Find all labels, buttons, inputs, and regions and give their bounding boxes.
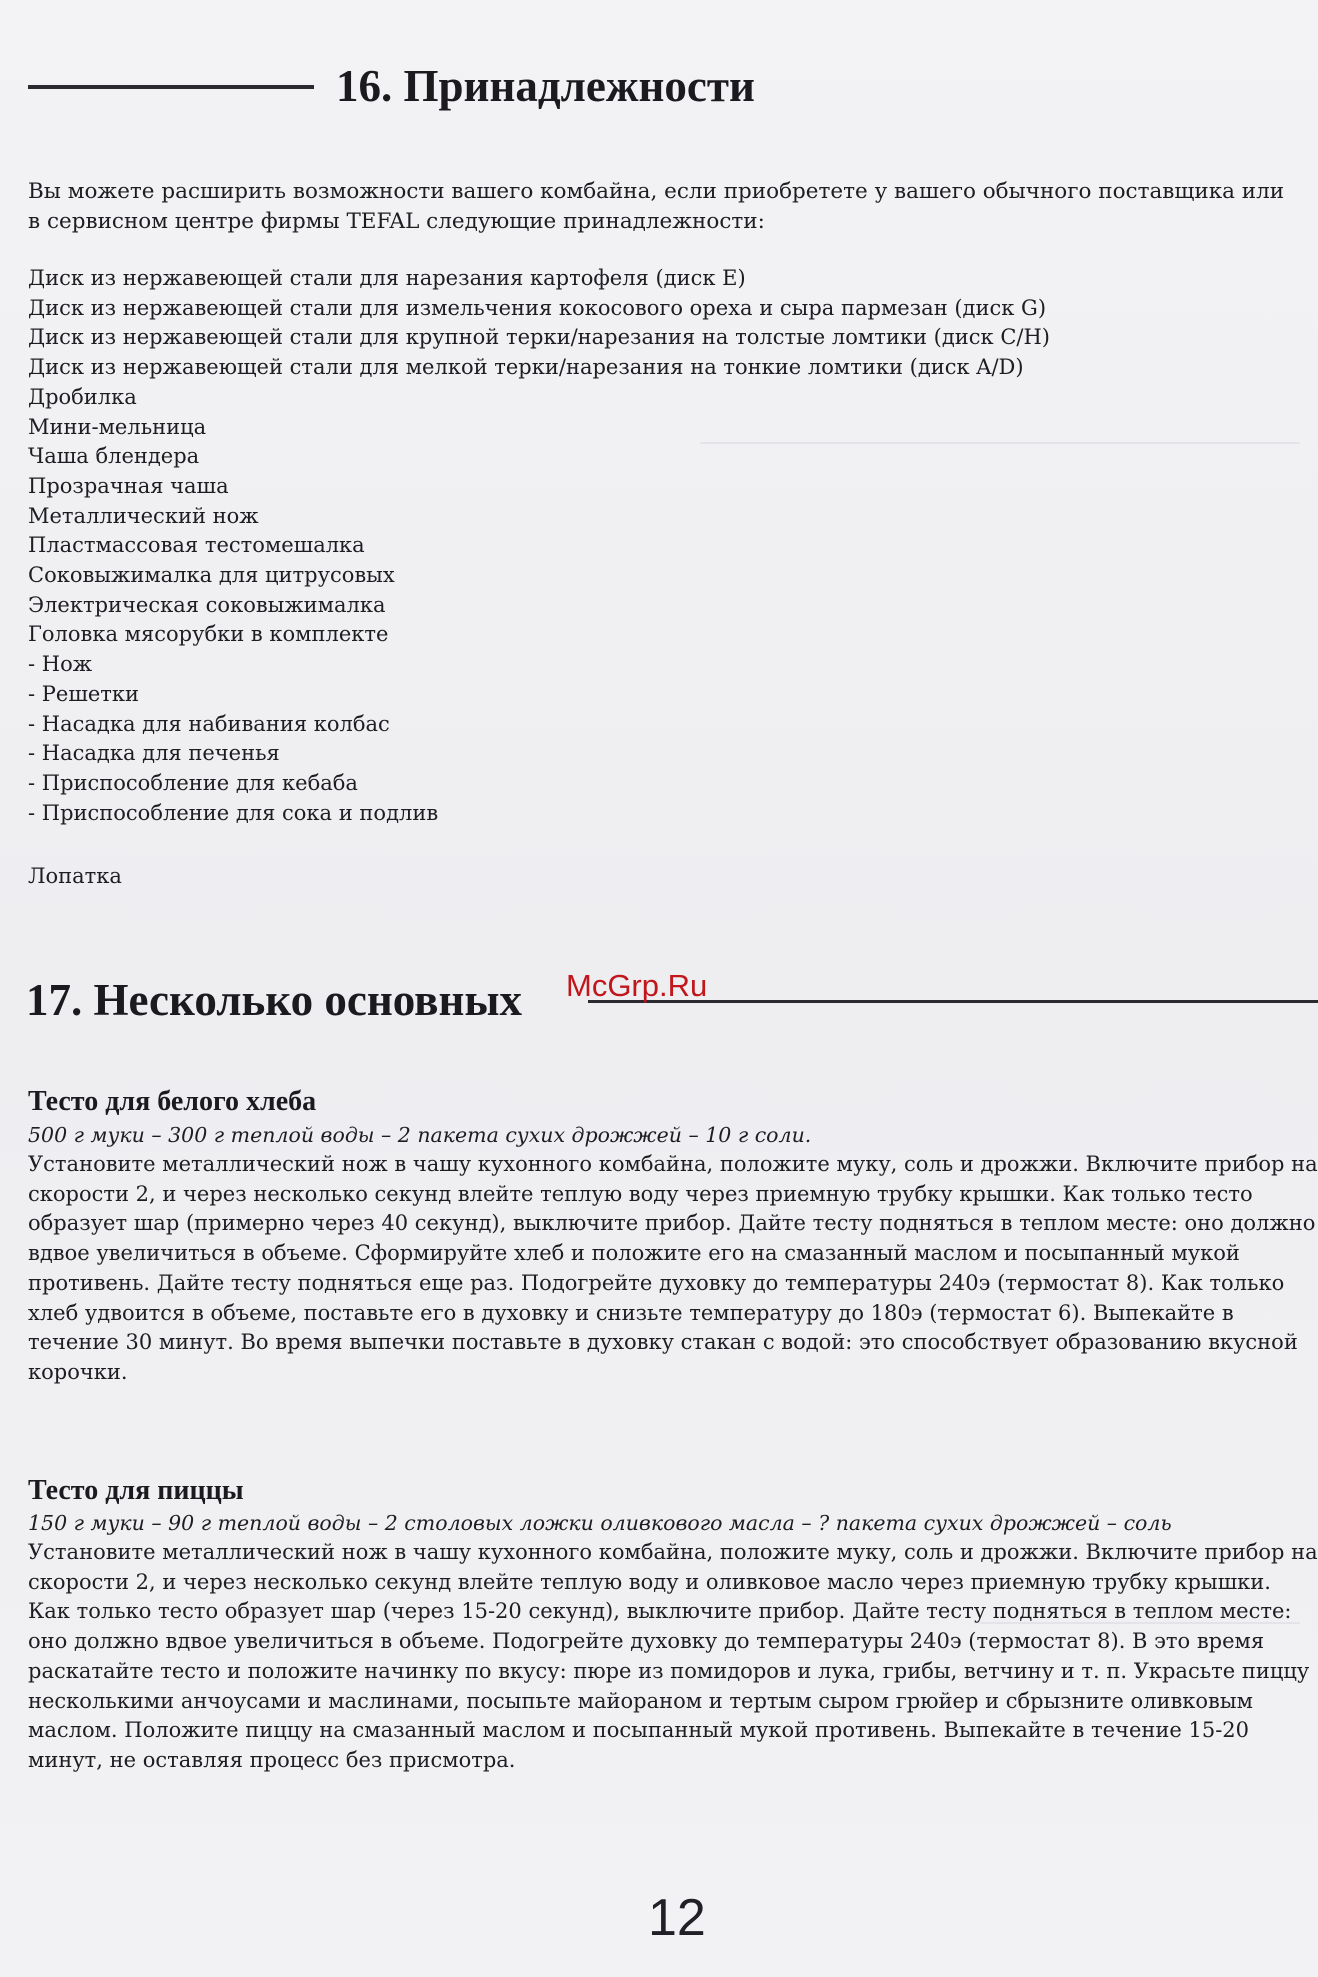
- list-item: - Решетки: [28, 681, 140, 706]
- list-item: Диск из нержавеющей стали для измельчения кокосового ореха и сыра пармезан (диск G): [28, 295, 1047, 320]
- list-item: - Приспособление для кебаба: [28, 770, 358, 795]
- list-item-spatula: Лопатка: [28, 864, 122, 888]
- list-item: Дробилка: [28, 384, 137, 409]
- list-item: Чаша блендера: [28, 444, 200, 469]
- recipe-body-pizza: Установите металлический нож в чашу кухонного комбайна, положите муку, соль и дрожжи. Включите прибор на скорости 2, и через несколько секунд влейте теплую воду и оливковое масло через приемную трубку крышки. Как только тесто образует шар (через 15-20 секунд), выключите прибор. Дайте тесту подняться в теплом месте: оно должно вдвое увеличиться в объеме. Подогрейте духовку до температуры 240э (термостат 8). В это время раскатайте тесто и положите начинку по вкусу: пюре из помидоров и лука, грибы, ветчину и т. п. Украсьте пиццу несколькими анчоусами и маслинами, посыпьте майораном и тертым сыром грюйер и сбрызните оливковым маслом. Положите пиццу на смазанный маслом и посыпанный мукой противень. Выпекайте в течение 15-20 минут, не оставляя процесс без присмотра.: [28, 1540, 1318, 1772]
- site-watermark: McGrp.Ru: [566, 968, 708, 1003]
- recipe-body-bread: Установите металлический нож в чашу кухонного комбайна, положите муку, соль и дрожжи. Включите прибор на скорости 2, и через несколько секунд влейте теплую воду через приемную трубку крышки. Как только тесто образует шар (примерно через 40 секунд), выключите прибор. Дайте тесту подняться в теплом месте: оно должно вдвое увеличиться в объеме. Сформируйте хлеб и положите его на смазанный маслом и посыпанный мукой противень. Дайте тесту подняться еще раз. Подогрейте духовку до температуры 240э (термостат 8). Как только хлеб удвоится в объеме, поставьте его в духовку и снизьте температуру до 180э (термостат 6). Выпекайте в течение 30 минут. Во время выпечки поставьте в духовку стакан с водой: это способствует образованию вкусной корочки.: [28, 1152, 1318, 1384]
- section17-title: 17. Несколько основных: [26, 975, 523, 1025]
- list-item: Металлический нож: [28, 503, 259, 528]
- list-item: Диск из нержавеющей стали для крупной терки/нарезания на толстые ломтики (диск C/H): [28, 325, 1050, 350]
- recipe-title-pizza: Тесто для пиццы: [28, 1475, 244, 1506]
- list-item: Диск из нержавеющей стали для мелкой терки/нарезания на тонкие ломтики (диск A/D): [28, 355, 1024, 380]
- list-item: Головка мясорубки в комплекте: [28, 622, 389, 647]
- list-item: - Насадка для печенья: [28, 741, 280, 766]
- recipe-ingredients-bread: 500 г муки – 300 г теплой воды – 2 пакета сухих дрожжей – 10 г соли.: [28, 1123, 812, 1147]
- section16-title: 16. Принадлежности: [336, 61, 755, 111]
- list-item: Соковыжималка для цитрусовых: [28, 563, 395, 588]
- section16-intro: Вы можете расширить возможности вашего комбайна, если приобретете у вашего обычного поставщика или в сервисном центре фирмы TEFAL следующие принадлежности:: [28, 179, 1285, 234]
- list-item: - Насадка для набивания колбас: [28, 711, 390, 736]
- accessories-list: [28, 264, 1298, 828]
- list-item: Диск из нержавеющей стали для нарезания картофеля (диск E): [28, 266, 746, 290]
- page-number: 12: [648, 1889, 706, 1947]
- list-item: - Нож: [28, 652, 93, 677]
- section16-heading-rule: [28, 85, 314, 89]
- list-item: Мини-мельница: [28, 414, 207, 439]
- list-item: Пластмассовая тестомешалка: [28, 533, 365, 558]
- list-item: Прозрачная чаша: [28, 473, 229, 498]
- list-item: Электрическая соковыжималка: [28, 592, 386, 617]
- list-item: - Приспособление для сока и подлив: [28, 800, 439, 825]
- recipe-ingredients-pizza: 150 г муки – 90 г теплой воды – 2 столовых ложки оливкового масла – ? пакета сухих дрожжей – соль: [28, 1511, 1172, 1535]
- recipe-title-bread: Тесто для белого хлеба: [28, 1086, 317, 1117]
